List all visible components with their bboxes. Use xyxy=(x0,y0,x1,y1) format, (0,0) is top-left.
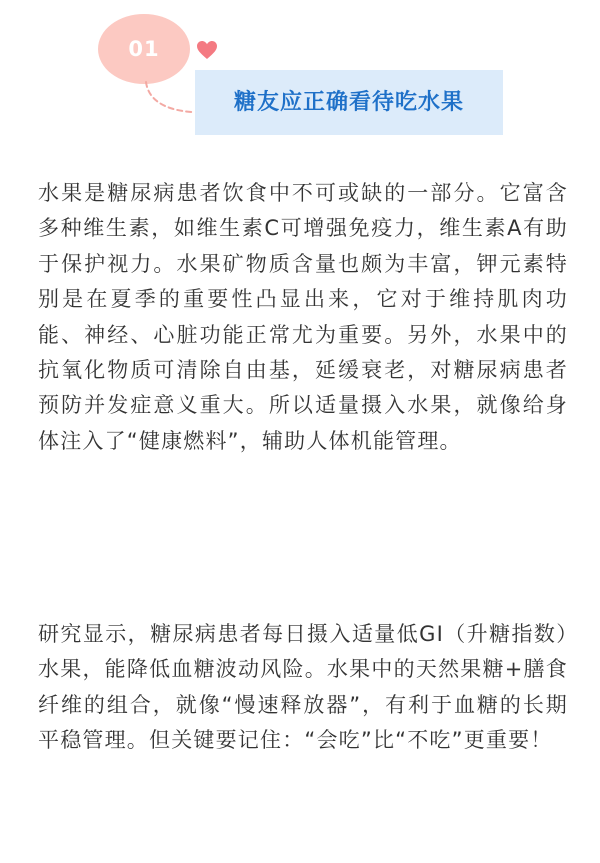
heart-icon xyxy=(196,40,218,60)
section-number: 01 xyxy=(128,37,160,61)
section-header xyxy=(0,0,600,140)
dashed-curve-decoration xyxy=(140,78,200,118)
section-title: 糖友应正确看待吃水果 xyxy=(233,90,464,115)
paragraph-1: 水果是糖尿病患者饮食中不可或缺的一部分。它富含多种维生素，如维生素C可增强免疫力，维生素A有助于保护视力。水果矿物质含量也颇为丰富，钾元素特别是在夏季的重要性凸显出来，它对于维持肌肉功能、神经、心脏功能正常尤为重要。另外，水果中的抗氧化物质可清除自由基，延缓衰老，对糖尿病患者预防并发症意义重大。所以适量摄入水果，就像给身体注入了“健康燃料”，辅助人体机能管理。 xyxy=(38,181,568,453)
paragraph-2: 研究显示，糖尿病患者每日摄入适量低GI（升糖指数）水果，能降低血糖波动风险。水果中的天然果糖+膳食纤维的组合，就像“慢速释放器”，有利于血糖的长期平稳管理。但关键要记住：“会吃”比“不吃”更重要！ xyxy=(38,622,568,753)
